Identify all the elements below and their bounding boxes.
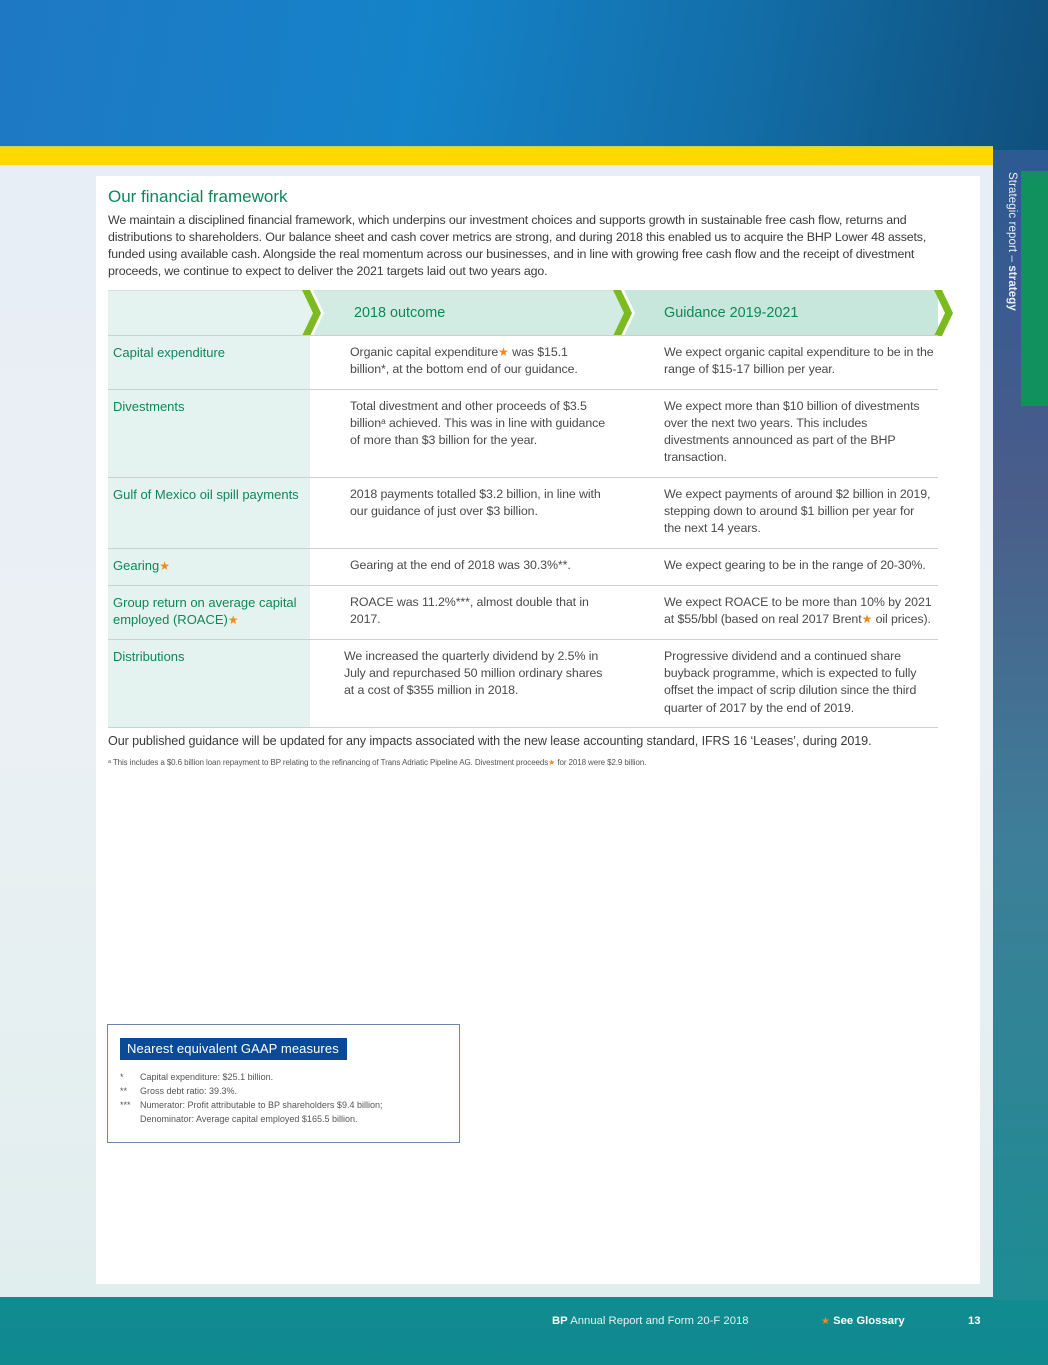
guidance-text: oil prices). (872, 611, 931, 626)
outcome-text: Gearing at the end of 2018 was 30.3%**. (350, 557, 571, 572)
header-guidance: Guidance 2019-2021 (664, 305, 799, 321)
metric-cell (108, 336, 310, 389)
section-intro: We maintain a disciplined financial framework, which underpins our investment choices and supports growth in sustainable free cash flow, returns and distributions to shareholders. Our balance sheet and cash cover metrics are strong, and during 2018 this enabled us to acquire the BHP Lower 48 assets, funded using available cash. Alongside the real momentum across our businesses, and in line with growing free cash flow and the receipt of divestment proceeds, we continue to expect to deliver the 2021 targets laid out two years ago. (108, 213, 927, 278)
metric-label: Divestments (113, 398, 185, 414)
table-row (108, 477, 938, 548)
guidance-text: We expect organic capital expenditure to be in the range of $15-17 billion per year. (664, 345, 934, 377)
footer-brand: BP (552, 1315, 568, 1327)
chevron-right-icon (302, 290, 326, 336)
gaap-box-title: Nearest equivalent GAAP measures (120, 1038, 347, 1060)
guidance-cell (620, 586, 938, 639)
glossary-star-icon: ★ (861, 611, 873, 626)
guidance-cell (620, 640, 938, 727)
page-number: 13 (968, 1315, 981, 1327)
side-label-section: strategy (1006, 265, 1018, 311)
footnote-text: ᵃ This includes a $0.6 billion loan repayment to BP relating to the refinancing of Trans Adriatic Pipeline AG. Divestment proceeds (108, 758, 549, 767)
table-header (108, 290, 938, 335)
metric-cell (108, 640, 310, 727)
background-sky (0, 0, 1048, 150)
gaap-item (120, 1098, 450, 1126)
metric-label: Group return on average capital employed (ROACE) (113, 594, 297, 627)
metric-label: Gulf of Mexico oil spill payments (113, 486, 299, 502)
header-2018-outcome: 2018 outcome (354, 305, 446, 321)
glossary-star-icon: ★ (159, 558, 171, 573)
outcome-text: was $15.1 billion*, at the bottom end of our guidance. (350, 345, 578, 377)
glossary-star-icon: ★ (548, 758, 556, 767)
table-row (108, 585, 938, 639)
gaap-measures-box (107, 1024, 460, 1143)
guidance-text: Progressive dividend and a continued share buyback programme, which is expected to fully offset the impact of scrip dilution since the third quarter of 2017 by the end of 2019. (664, 648, 917, 715)
outcome-text: Organic capital expenditure (350, 345, 499, 359)
outcome-cell (310, 390, 620, 477)
outcome-text: 2018 payments totalled $3.2 billion, in line with our guidance of just over $3 billion. (350, 486, 601, 519)
see-glossary-link[interactable] (821, 1315, 905, 1327)
table-row (108, 548, 938, 585)
outcome-text: Total divestment and other proceeds of $3.5 billionᵃ achieved. This was in line with guidance of more than $3 billion for the year. (350, 398, 606, 448)
outcome-cell (310, 586, 620, 639)
gaap-item-text: Gross debt ratio: 39.3%. (140, 1086, 238, 1096)
gaap-item-line: Denominator: Average capital employed $165.5 billion. (140, 1114, 358, 1124)
table-row (108, 389, 938, 477)
financial-framework-table (108, 290, 938, 728)
glossary-star-icon: ★ (227, 612, 239, 627)
guidance-cell (620, 390, 938, 477)
footer-report-name: Annual Report and Form 20-F 2018 (567, 1315, 749, 1327)
side-label-prefix: Strategic report – (1006, 172, 1018, 266)
outcome-cell (310, 478, 620, 548)
guidance-text: We expect payments of around $2 billion in 2019, stepping down to around $1 billion per year for the next 14 years. (664, 486, 931, 536)
header-cell-metric (108, 290, 313, 335)
footer-report-title (552, 1315, 749, 1327)
gaap-item-line: Numerator: Profit attributable to BP shareholders $9.4 billion; (140, 1100, 383, 1110)
gaap-item (120, 1084, 450, 1098)
outcome-cell (310, 336, 620, 389)
table-row (108, 335, 938, 389)
metric-cell (108, 586, 310, 639)
gaap-item-marker: ** (120, 1086, 128, 1096)
chevron-right-icon (934, 290, 958, 336)
metric-label: Gearing (113, 557, 160, 573)
gaap-item-marker: *** (120, 1100, 131, 1110)
section-side-label (1000, 172, 1018, 322)
guidance-text: We expect more than $10 billion of divestments over the next two years. This includes divestments announced as part of the BHP transaction. (664, 398, 920, 465)
gaap-item-text: Capital expenditure: $25.1 billion. (140, 1072, 274, 1082)
guidance-text: We expect gearing to be in the range of 20-30%. (664, 557, 926, 572)
metric-label: Capital expenditure (113, 345, 226, 360)
outcome-cell (310, 640, 620, 727)
table-row (108, 639, 938, 728)
gaap-item-marker: * (120, 1072, 124, 1082)
outcome-text: ROACE was 11.2%***, almost double that in 2017. (350, 594, 589, 626)
metric-cell (108, 478, 310, 548)
section-tab-marker[interactable] (1021, 171, 1048, 406)
metric-cell (108, 549, 310, 585)
guidance-cell (620, 549, 938, 585)
guidance-cell (620, 478, 938, 548)
outcome-cell (310, 549, 620, 585)
gaap-list (120, 1070, 450, 1126)
chevron-right-icon (613, 290, 637, 336)
glossary-star-icon: ★ (498, 345, 509, 359)
guidance-text: We expect ROACE to be more than 10% by 2021 at $55/bbl (based on real 2017 Brent (664, 594, 932, 626)
footnote (108, 758, 646, 767)
section-title: Our financial framework (108, 187, 288, 206)
footnote-text: for 2018 were $2.9 billion. (555, 758, 647, 767)
metric-cell (108, 390, 310, 477)
metric-label: Distributions (113, 648, 185, 664)
see-glossary-label: See Glossary (833, 1315, 905, 1327)
outcome-text: We increased the quarterly dividend by 2.5% in July and repurchased 50 million ordinary shares at a cost of $355 million in 2018. (344, 648, 603, 698)
gaap-item (120, 1070, 450, 1084)
guidance-update-note: Our published guidance will be updated for any impacts associated with the new lease accounting standard, IFRS 16 ‘Leases’, during 2019. (108, 734, 872, 748)
gaap-item-text (140, 1098, 382, 1126)
yellow-accent-bar (0, 146, 993, 165)
guidance-cell (620, 336, 938, 389)
glossary-star-icon: ★ (821, 1316, 830, 1327)
